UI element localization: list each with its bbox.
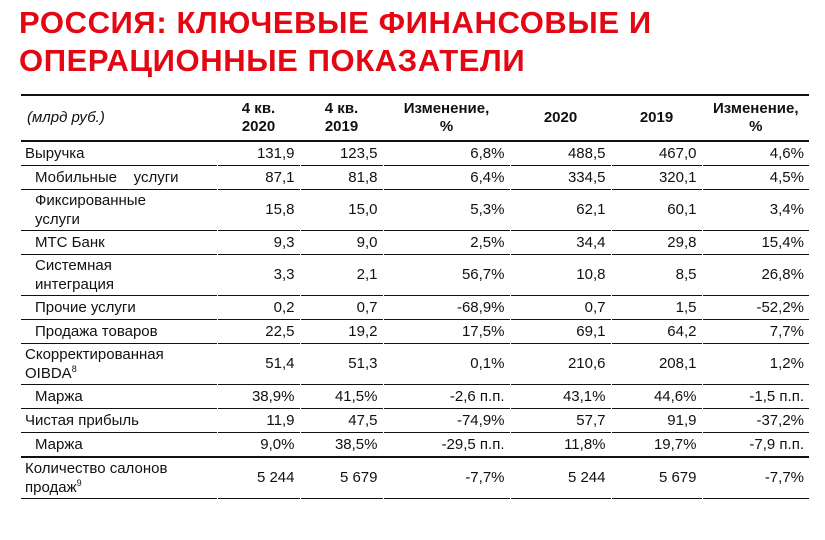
header-change-year: Изменение, % [702, 96, 809, 141]
title-line-2: ОПЕРАЦИОННЫЕ ПОКАЗАТЕЛИ [19, 43, 526, 78]
row-value: 123,5 [300, 141, 383, 166]
row-value: 91,9 [611, 409, 702, 433]
row-value: -74,9% [383, 409, 510, 433]
header-2019: 2019 [611, 96, 702, 141]
row-value: 38,5% [300, 433, 383, 458]
table-row [21, 409, 809, 433]
page-title [19, 4, 652, 80]
row-value: 17,5% [383, 320, 510, 344]
row-value: 9,0 [300, 231, 383, 255]
row-value: 6,4% [383, 166, 510, 190]
row-value: 488,5 [510, 141, 611, 166]
row-value: 15,8 [217, 190, 300, 231]
row-value: 1,5 [611, 296, 702, 320]
row-value: 60,1 [611, 190, 702, 231]
table-row [21, 457, 809, 499]
row-label: Системная интеграция [35, 257, 114, 293]
row-value: 208,1 [611, 344, 702, 385]
row-value: 8,5 [611, 255, 702, 296]
row-value: 57,7 [510, 409, 611, 433]
table-row [21, 166, 809, 190]
row-value: 9,0% [217, 433, 300, 458]
header-q4-2020: 4 кв. 2020 [217, 96, 300, 141]
row-value: 15,4% [702, 231, 809, 255]
row-value: 5 244 [510, 457, 611, 499]
row-value: 47,5 [300, 409, 383, 433]
row-value: 9,3 [217, 231, 300, 255]
row-value: 3,4% [702, 190, 809, 231]
row-value: 15,0 [300, 190, 383, 231]
unit-label: (млрд руб.) [21, 96, 217, 141]
row-label: Скорректированная OIBDA$^8$ [25, 346, 164, 382]
row-value: 0,2 [217, 296, 300, 320]
row-value: 4,5% [702, 166, 809, 190]
table-row [21, 296, 809, 320]
row-value: 19,7% [611, 433, 702, 458]
row-value: -29,5 п.п. [383, 433, 510, 458]
row-label: Прочие услуги [35, 298, 136, 316]
row-value: 5 244 [217, 457, 300, 499]
row-value: 64,2 [611, 320, 702, 344]
row-value: 334,5 [510, 166, 611, 190]
row-value: 41,5% [300, 385, 383, 409]
row-value: -7,7% [383, 457, 510, 499]
row-value: 1,2% [702, 344, 809, 385]
table-row [21, 255, 809, 296]
row-label: Маржа [35, 435, 83, 453]
row-value: 0,1% [383, 344, 510, 385]
table-row [21, 344, 809, 385]
row-label: Мобильные услуги [35, 168, 179, 186]
row-value: 6,8% [383, 141, 510, 166]
table-row [21, 141, 809, 166]
row-label: Фиксированные услуги [35, 192, 146, 228]
row-value: 210,6 [510, 344, 611, 385]
row-value: -7,9 п.п. [702, 433, 809, 458]
footnote-mark: 8 [71, 364, 77, 374]
title-line-1: РОССИЯ: КЛЮЧЕВЫЕ ФИНАНСОВЫЕ И [19, 5, 652, 40]
table-row [21, 433, 809, 458]
row-value: 11,8% [510, 433, 611, 458]
row-value: 4,6% [702, 141, 809, 166]
row-label: Выручка [25, 144, 85, 162]
row-value: 19,2 [300, 320, 383, 344]
row-label: Маржа [35, 387, 83, 405]
row-label: Продажа товаров [35, 322, 158, 340]
header-2020: 2020 [510, 96, 611, 141]
row-value: 43,1% [510, 385, 611, 409]
kpi-table [21, 96, 809, 499]
row-value: 3,3 [217, 255, 300, 296]
row-label: Количество салонов продаж$^9$ [25, 460, 168, 496]
row-value: 81,8 [300, 166, 383, 190]
row-value: 38,9% [217, 385, 300, 409]
row-value: 467,0 [611, 141, 702, 166]
row-value: 2,5% [383, 231, 510, 255]
row-value: 51,3 [300, 344, 383, 385]
table-row [21, 190, 809, 231]
row-value: 320,1 [611, 166, 702, 190]
row-value: -1,5 п.п. [702, 385, 809, 409]
row-label: Чистая прибыль [25, 411, 139, 429]
row-value: -7,7% [702, 457, 809, 499]
row-value: 69,1 [510, 320, 611, 344]
row-value: 7,7% [702, 320, 809, 344]
row-value: -37,2% [702, 409, 809, 433]
row-value: -52,2% [702, 296, 809, 320]
row-value: 0,7 [300, 296, 383, 320]
header-change-quarter: Изменение, % [383, 96, 510, 141]
row-value: 44,6% [611, 385, 702, 409]
row-value: 29,8 [611, 231, 702, 255]
row-value: 5,3% [383, 190, 510, 231]
row-value: -2,6 п.п. [383, 385, 510, 409]
row-value: 87,1 [217, 166, 300, 190]
row-value: 56,7% [383, 255, 510, 296]
footnote-mark: 9 [76, 478, 82, 488]
table-row [21, 385, 809, 409]
row-value: 2,1 [300, 255, 383, 296]
row-value: 5 679 [300, 457, 383, 499]
table-row [21, 320, 809, 344]
row-value: 51,4 [217, 344, 300, 385]
row-value: 22,5 [217, 320, 300, 344]
row-value: 5 679 [611, 457, 702, 499]
row-value: 26,8% [702, 255, 809, 296]
row-value: 34,4 [510, 231, 611, 255]
row-value: 11,9 [217, 409, 300, 433]
row-value: 0,7 [510, 296, 611, 320]
header-q4-2019: 4 кв. 2019 [300, 96, 383, 141]
row-label: МТС Банк [35, 233, 105, 251]
row-value: 131,9 [217, 141, 300, 166]
header-row [21, 96, 809, 141]
row-value: 62,1 [510, 190, 611, 231]
row-value: 10,8 [510, 255, 611, 296]
table-row [21, 231, 809, 255]
row-value: -68,9% [383, 296, 510, 320]
